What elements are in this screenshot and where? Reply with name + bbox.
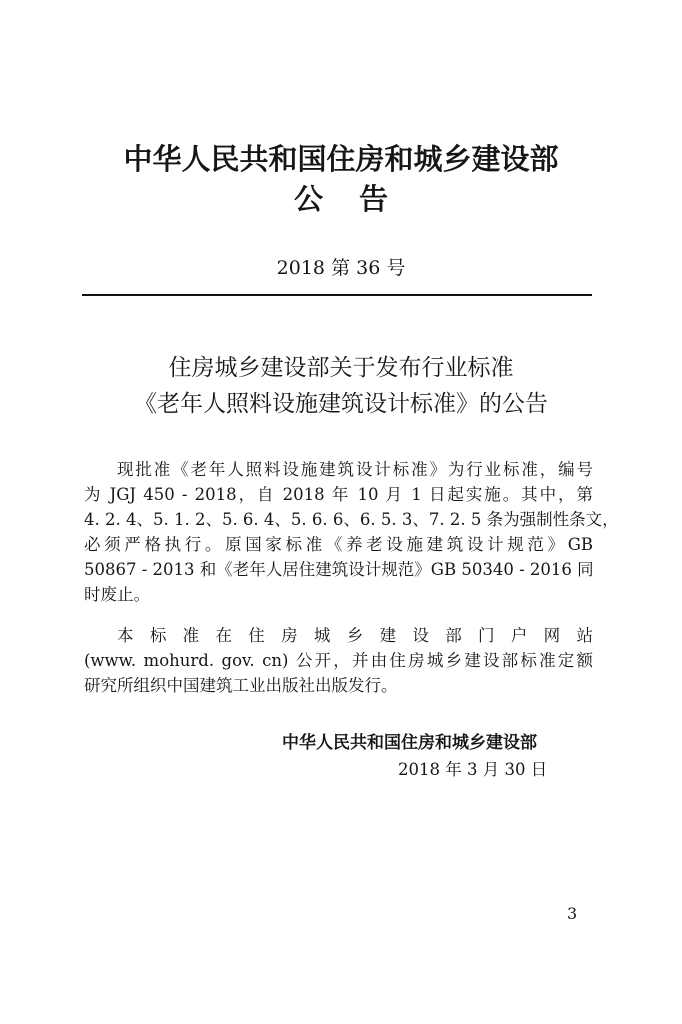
paragraph-1-line-5: 50867 - 2013 和《老年人居住建筑设计规范》GB 50340 - 2016 同 [84, 560, 594, 579]
paragraph-2-line-3: 研究所组织中国建筑工业出版社出版发行。 [84, 676, 398, 695]
paragraph-1-line-4: 必须严格执行。原国家标准《养老设施建筑设计规范》GB [84, 535, 593, 554]
page-number: 3 [567, 904, 578, 923]
paragraph-1-line-1: 现批准《老年人照料设施建筑设计标准》为行业标准，编号 [117, 460, 593, 479]
paragraph-1-line-3: 4. 2. 4、5. 1. 2、5. 6. 4、5. 6. 6、6. 5. 3、7. 2. 5 条为强制性条文， [84, 510, 619, 529]
ministry-heading: 中华人民共和国住房和城乡建设部 [123, 142, 559, 176]
notice-heading: 公告 [293, 182, 424, 216]
paragraph-1-line-6: 时废止。 [84, 585, 150, 604]
signature-organization: 中华人民共和国住房和城乡建设部 [282, 733, 537, 753]
announcement-title-line-2: 《老年人照料设施建筑设计标准》的公告 [134, 391, 548, 417]
signature-date: 2018 年 3 月 30 日 [398, 760, 548, 779]
header-divider [82, 294, 592, 296]
paragraph-1-line-2: 为 JGJ 450 - 2018，自 2018 年 10 月 1 日起实施。其中，第 [84, 485, 593, 504]
paragraph-2-line-2: (www. mohurd. gov. cn) 公开，并由住房城乡建设部标准定额 [84, 651, 593, 670]
announcement-number: 2018 第 36 号 [276, 257, 406, 279]
paragraph-2-line-1: 本 标 准 在 住 房 城 乡 建 设 部 门 户 网 站 [117, 626, 593, 645]
announcement-title-line-1: 住房城乡建设部关于发布行业标准 [168, 355, 514, 381]
